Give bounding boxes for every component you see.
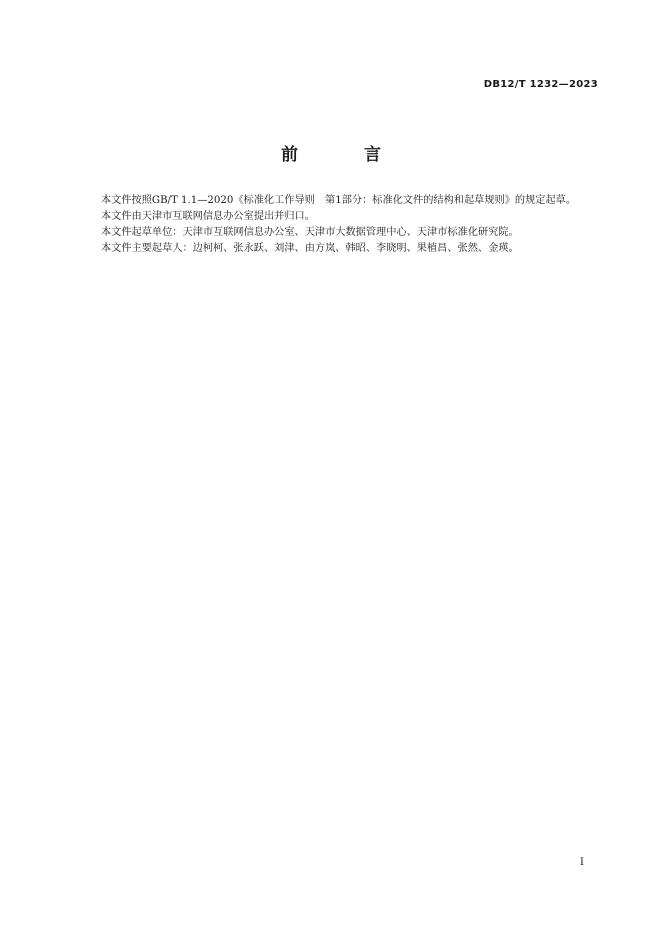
- paragraph-proposer: 本文件由天津市互联网信息办公室提出并归口。: [101, 211, 315, 222]
- document-code: DB12/T 1232—2023: [483, 79, 598, 90]
- page-title: 前 言: [281, 145, 411, 165]
- paragraph-drafters: 本文件主要起草人：边柯柯、张永跃、刘津、由方岚、韩昭、李晓明、果植昌、张然、金瑛。: [101, 243, 519, 254]
- page-number: I: [580, 857, 584, 868]
- foreword-body: [80, 193, 601, 257]
- paragraph-drafting-units: 本文件起草单位：天津市互联网信息办公室、天津市大数据管理中心、天津市标准化研究院。: [101, 227, 519, 238]
- paragraph-drafting-basis: 本文件按照GB/T 1.1—2020《标准化工作导则 第1部分：标准化文件的结构和起草规则》的规定起草。: [101, 195, 577, 206]
